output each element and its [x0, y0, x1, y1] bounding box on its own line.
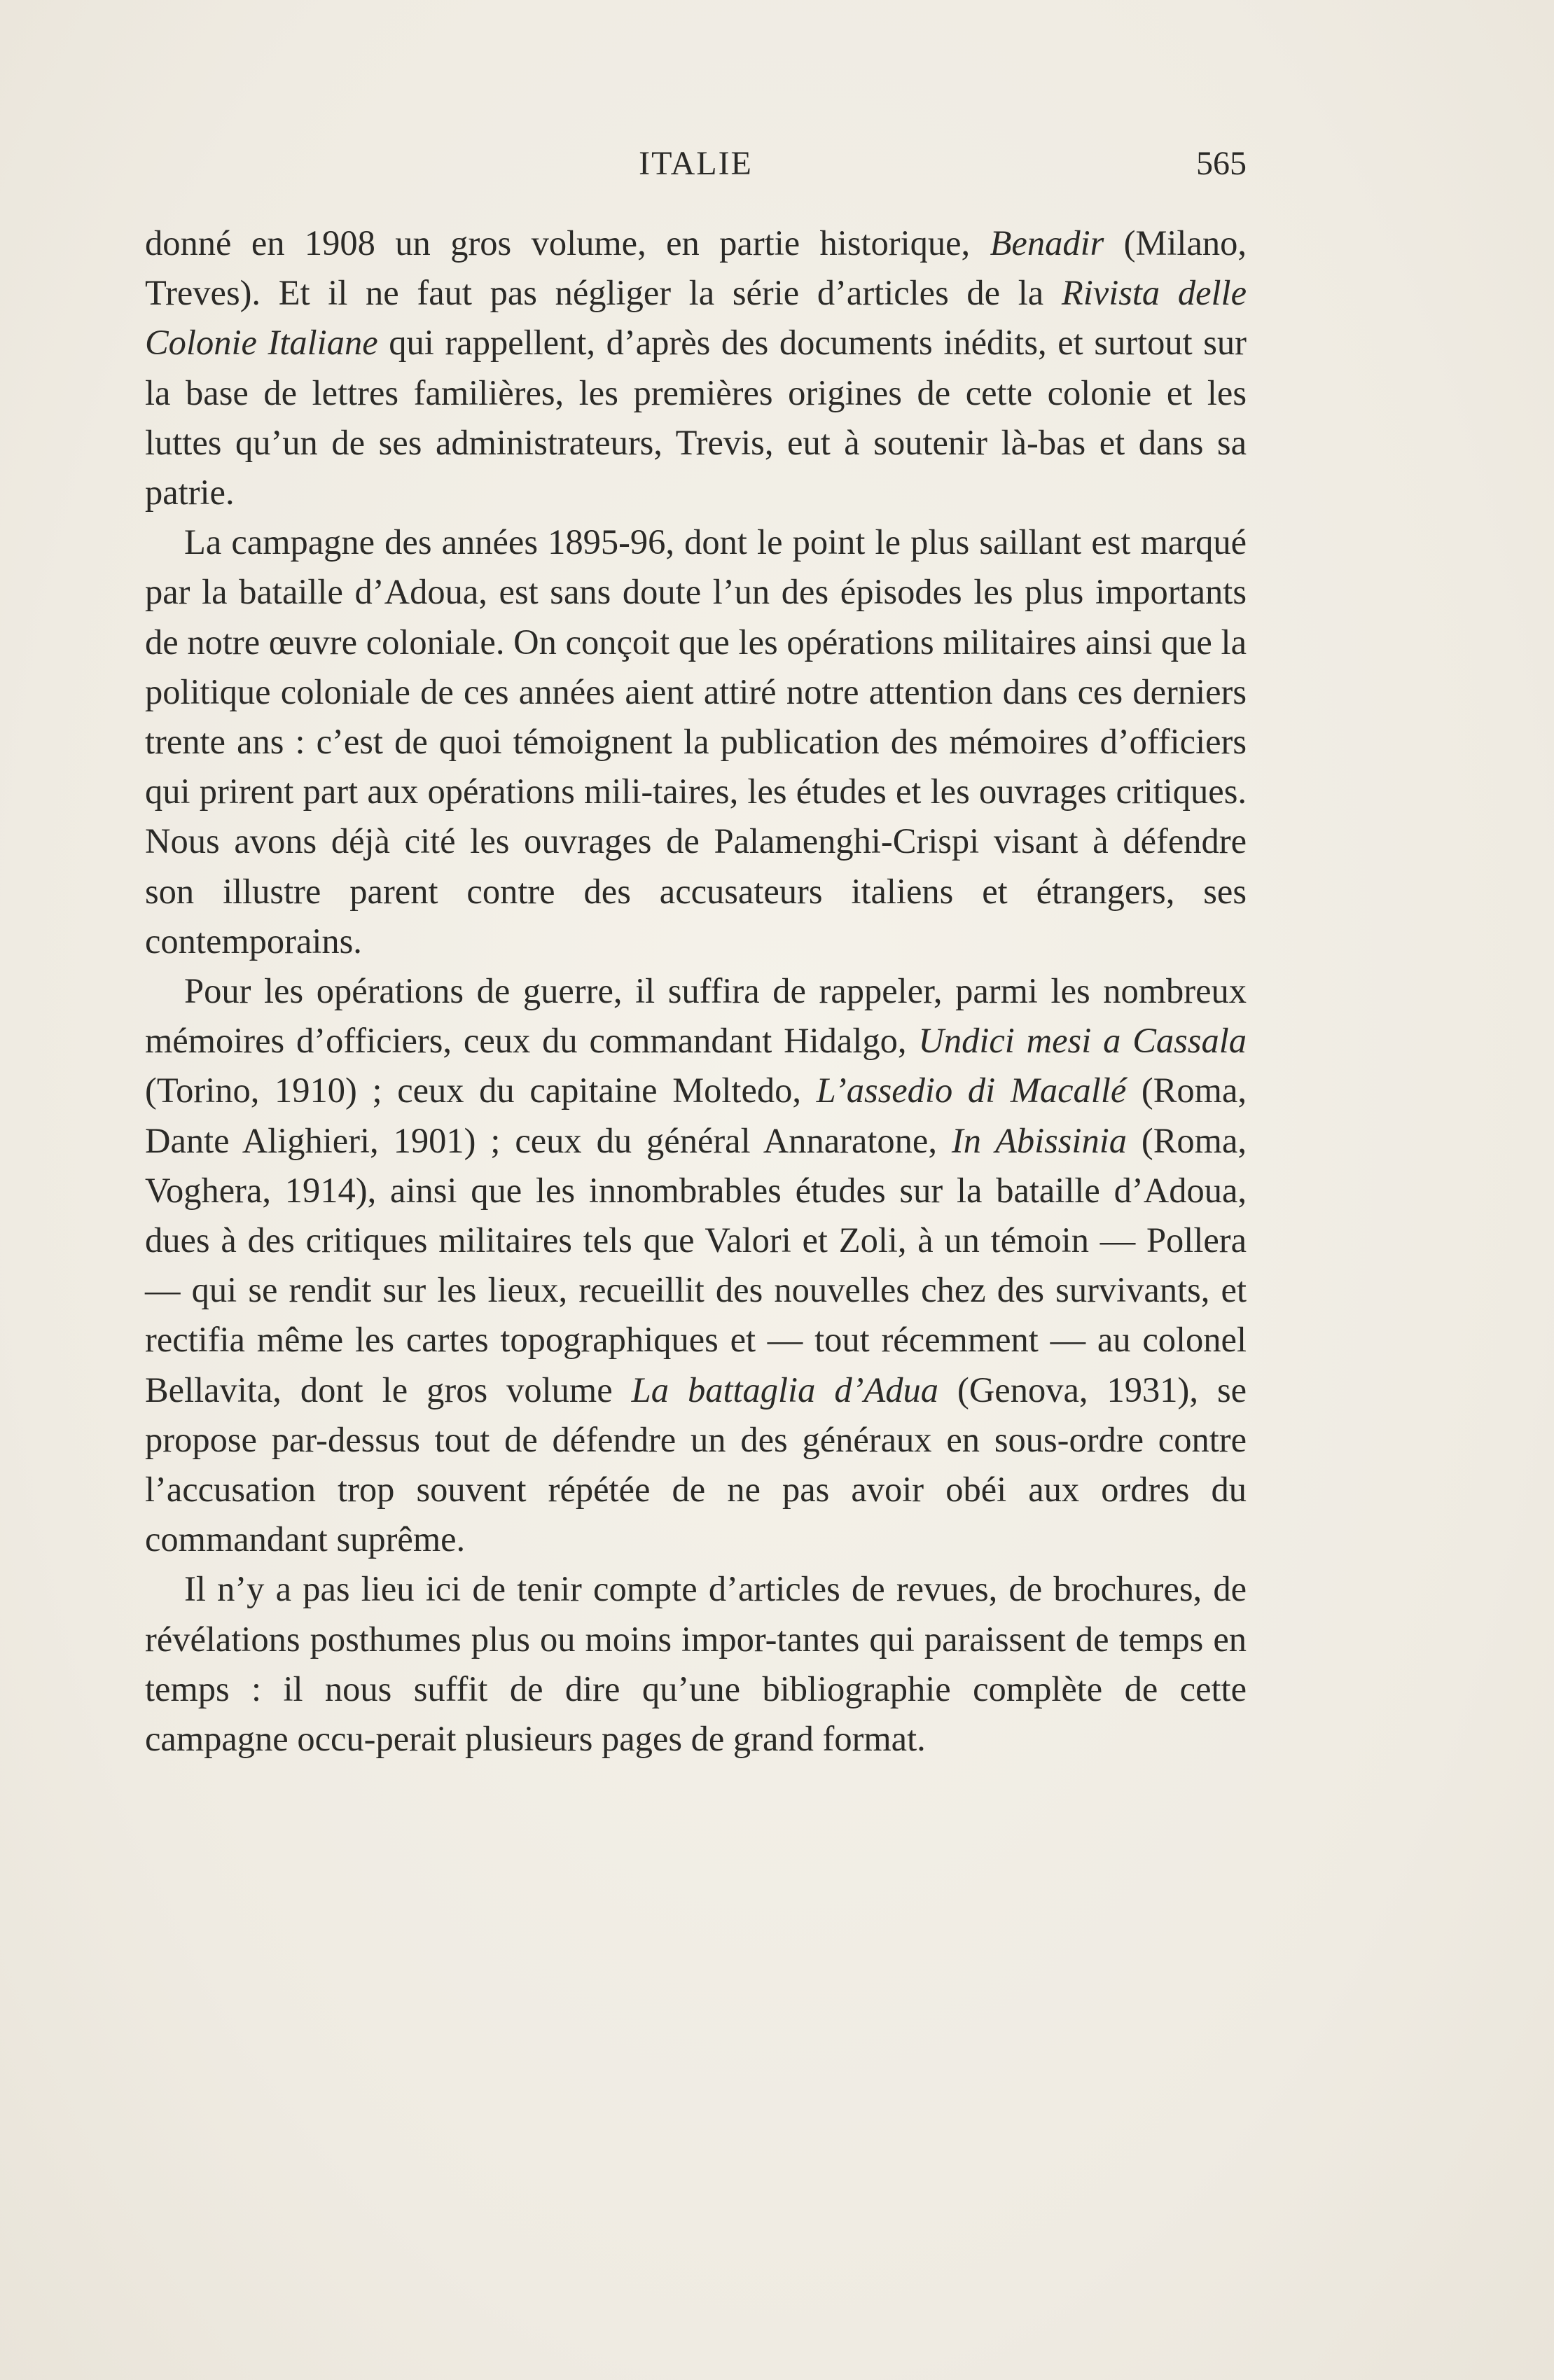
paragraph-3 [145, 966, 1247, 1564]
page-header [145, 144, 1247, 186]
page-number: 565 [1196, 145, 1247, 182]
text-segment: Il n’y a pas lieu ici de tenir compte d’articles de revues, de brochures, de révélations posthumes plus ou moins impor-tantes qui paraissent de temps en temps : il nous suffit de dire qu’une bibliographie complète de cette campagne occu-perait plusieurs pages de grand format. [145, 1569, 1247, 1759]
text-segment: (Torino, 1910) ; ceux du capitaine Moltedo, [145, 1071, 817, 1111]
italic-title: La battaglia d’Adua [631, 1370, 938, 1410]
text-segment: (Genova, 1931), se propose par-dessus tout de défendre un des généraux en sous-ordre contre l’accusation trop souvent répétée de ne pas avoir obéi aux ordres du commandant suprême. [145, 1370, 1247, 1559]
paragraph-2 [145, 517, 1247, 966]
text-segment: (Roma, Voghera, 1914), ainsi que les innombrables études sur la bataille d’Adoua, dues à des critiques militaires tels que Valori et Zoli, à un témoin — Pollera — qui se rendit sur les lieux, recueillit des nouvelles chez des survivants, et rectifia même les cartes topographiques et — tout récemment — au colonel Bellavita, dont le gros volume [145, 1120, 1247, 1410]
italic-title: Undici mesi a Cassala [918, 1021, 1247, 1061]
paragraph-1 [145, 218, 1247, 517]
italic-title: Benadir [990, 223, 1104, 263]
text-segment: (Roma, Dante Alighieri, 1901) ; ceux du général Annaratone, [145, 1071, 1247, 1160]
italic-title: Rivista delle Colonie Italiane [145, 273, 1247, 363]
italic-title: L’assedio di Macallé [816, 1071, 1127, 1111]
text-segment: qui rappellent, d’après des documents inédits, et surtout sur la base de lettres familières, les premières origines de cette colonie et les luttes qu’un de ses administrateurs, Trevis, eut à soutenir là-bas et dans sa patrie. [145, 323, 1247, 513]
body-text [145, 218, 1247, 1764]
italic-title: In Abissinia [951, 1120, 1127, 1160]
text-segment: (Milano, Treves). Et il ne faut pas négliger la série d’articles de la [145, 223, 1247, 313]
text-segment: donné en 1908 un gros volume, en partie historique, [145, 223, 990, 263]
running-title: ITALIE [639, 145, 753, 182]
text-segment: La campagne des années 1895-96, dont le point le plus saillant est marqué par la bataille d’Adoua, est sans doute l’un des épisodes les plus importants de notre œuvre coloniale. On conçoit que les opérations militaires ainsi que la politique coloniale de ces années aient attiré notre attention dans ces derniers trente ans : c’est de quoi témoignent la publication des mémoires d’officiers qui prirent part aux opérations mili-taires, les études et les ouvrages critiques. Nous avons déjà cité les ouvrages de Palamenghi-Crispi visant à défendre son illustre parent contre des accusateurs italiens et étrangers, ses contemporains. [145, 522, 1247, 961]
paragraph-4 [145, 1564, 1247, 1764]
text-segment: Pour les opérations de guerre, il suffira de rappeler, parmi les nombreux mémoires d’officiers, ceux du commandant Hidalgo, [145, 971, 1247, 1061]
